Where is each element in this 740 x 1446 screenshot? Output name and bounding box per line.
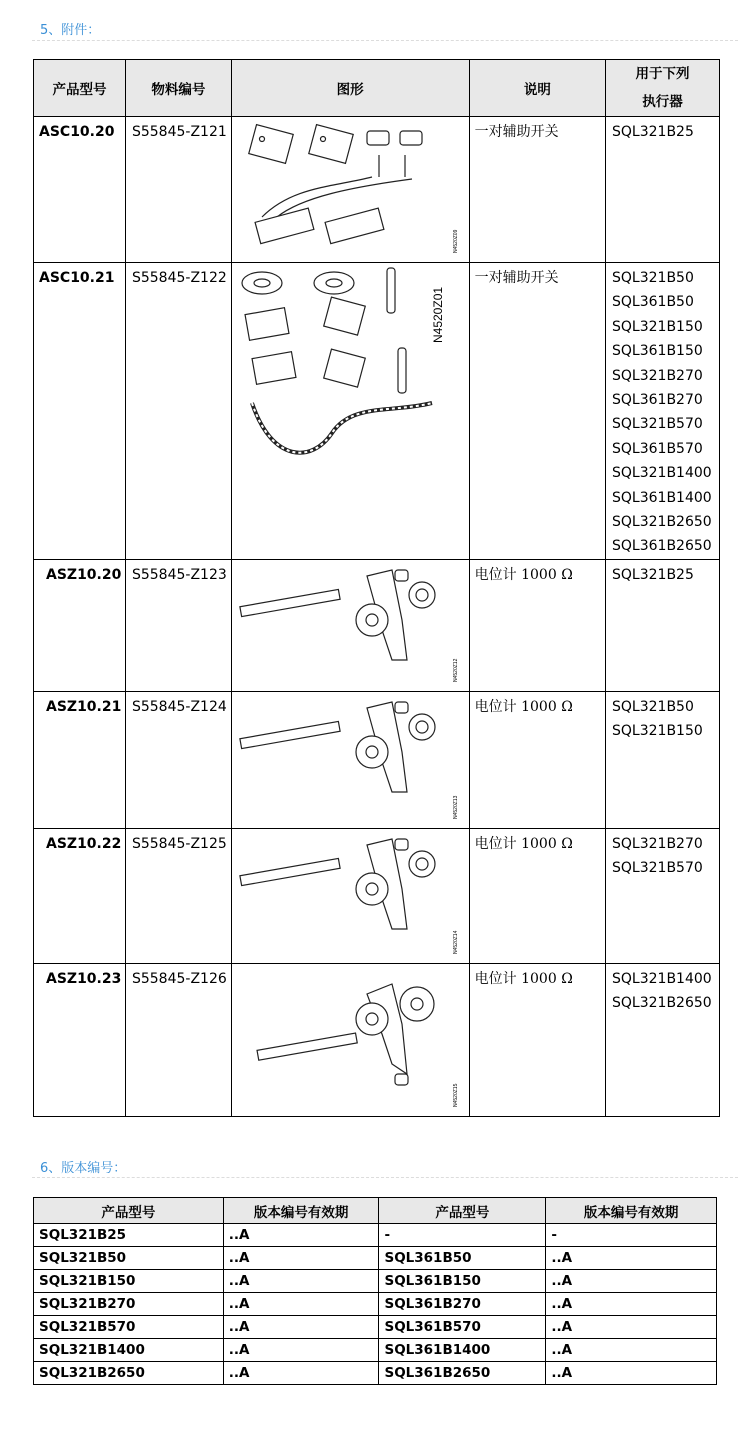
version-row [34,1362,717,1385]
version-header-model-2: 产品型号 [379,1198,546,1224]
accessories-table [33,59,720,1117]
accessory-model: ASZ10.23 [34,963,126,1116]
actuator-item: SQL361B150 [612,343,703,360]
version-model-cell: SQL321B270 [34,1293,224,1316]
accessory-code: S55845-Z122 [125,263,231,560]
accessory-row [34,117,720,263]
actuator-item: SQL321B2650 [612,514,712,531]
version-row [34,1270,717,1293]
accessory-description: 电位计 1000 Ω [469,828,605,963]
accessory-actuators [606,963,720,1116]
actuator-item: SQL361B50 [612,294,694,311]
header-actuator [606,60,720,117]
section-5-title: 5、附件： [40,23,101,38]
version-validity-cell: ..A [223,1247,379,1270]
version-header-model-1: 产品型号 [34,1198,224,1224]
accessory-row [34,559,720,691]
version-row [34,1316,717,1339]
accessory-description: 电位计 1000 Ω [469,691,605,828]
accessory-actuators [606,117,720,263]
header-actuator-line2: 执行器 [642,94,683,110]
accessory-figure [231,559,469,691]
version-validity-cell: ..A [546,1270,717,1293]
accessory-figure [231,691,469,828]
header-model: 产品型号 [34,60,126,117]
version-model-cell: - [379,1224,546,1247]
accessory-code: S55845-Z121 [125,117,231,263]
version-model-cell: SQL321B2650 [34,1362,224,1385]
version-header-validity-1: 版本编号有效期 [223,1198,379,1224]
section-5-divider [32,40,738,41]
actuator-item: SQL321B50 [612,698,694,715]
version-model-cell: SQL321B1400 [34,1339,224,1362]
actuator-item: SQL321B570 [612,860,703,877]
version-validity-cell: ..A [546,1293,717,1316]
accessory-drawing [232,964,468,1115]
accessory-model: ASC10.21 [34,263,126,560]
actuator-item: SQL321B50 [612,270,694,286]
accessory-actuators [606,559,720,691]
accessory-drawing [232,692,468,827]
actuator-item: SQL321B25 [612,566,694,583]
version-validity-cell: ..A [223,1224,379,1247]
header-figure: 图形 [231,60,469,117]
actuator-item: SQL321B1400 [612,465,712,482]
actuator-item: SQL361B570 [612,440,703,457]
actuator-item: SQL321B270 [612,367,703,384]
actuator-item: SQL321B25 [612,124,694,140]
figure-code-label: N4520Z15 [452,1083,459,1107]
accessories-header-row [34,60,720,117]
figure-code-label: N4520Z09 [452,229,459,253]
accessory-figure [231,263,469,560]
accessory-actuators [606,828,720,963]
version-validity-cell: ..A [546,1339,717,1362]
actuator-item: SQL321B270 [612,835,703,852]
header-actuator-line1: 用于下列 [635,66,690,82]
figure-code-label: N4520Z01 [430,286,445,343]
version-model-cell: SQL321B570 [34,1316,224,1339]
version-model-cell: SQL321B25 [34,1224,224,1247]
accessory-figure [231,117,469,263]
accessory-description: 一对辅助开关 [469,263,605,560]
version-validity-cell: ..A [546,1316,717,1339]
actuator-item: SQL321B1400 [612,970,712,987]
accessory-code: S55845-Z125 [125,828,231,963]
accessory-figure [231,828,469,963]
version-model-cell: SQL361B2650 [379,1362,546,1385]
version-header-validity-2: 版本编号有效期 [546,1198,717,1224]
accessory-row [34,963,720,1116]
actuator-item: SQL321B150 [612,723,703,740]
version-validity-cell: ..A [546,1362,717,1385]
version-row [34,1339,717,1362]
accessory-drawing [232,117,468,261]
accessory-row [34,263,720,560]
accessory-code: S55845-Z123 [125,559,231,691]
section-6-title: 6、版本编号： [40,1161,127,1176]
header-code: 物料编号 [125,60,231,117]
accessory-actuators [606,691,720,828]
section-6-divider [32,1177,738,1178]
version-model-cell: SQL361B50 [379,1247,546,1270]
accessory-description: 电位计 1000 Ω [469,559,605,691]
figure-code-label: N4520Z14 [452,930,459,954]
accessory-actuators [606,263,720,560]
accessory-model: ASZ10.20 [34,559,126,691]
version-validity-cell: ..A [223,1293,379,1316]
accessory-drawing [232,829,468,962]
version-header-row [34,1198,717,1224]
accessory-code: S55845-Z124 [125,691,231,828]
accessory-description: 电位计 1000 Ω [469,963,605,1116]
version-model-cell: SQL321B50 [34,1247,224,1270]
actuator-item: SQL321B570 [612,416,703,433]
version-row [34,1247,717,1270]
version-row [34,1293,717,1316]
version-validity-cell: ..A [546,1247,717,1270]
version-validity-cell: ..A [223,1270,379,1293]
header-desc: 说明 [469,60,605,117]
version-table [33,1197,717,1385]
version-validity-cell: ..A [223,1362,379,1385]
version-row [34,1224,717,1247]
actuator-item: SQL361B2650 [612,538,712,555]
accessory-drawing [232,263,468,555]
version-model-cell: SQL361B1400 [379,1339,546,1362]
actuator-item: SQL321B150 [612,318,703,335]
version-model-cell: SQL361B150 [379,1270,546,1293]
accessory-figure [231,963,469,1116]
version-model-cell: SQL361B270 [379,1293,546,1316]
accessory-model: ASZ10.21 [34,691,126,828]
version-validity-cell: - [546,1224,717,1247]
figure-code-label: N4520Z12 [452,658,459,682]
version-model-cell: SQL361B570 [379,1316,546,1339]
accessory-row [34,828,720,963]
actuator-item: SQL361B270 [612,392,703,409]
actuator-item: SQL361B1400 [612,489,712,506]
accessory-code: S55845-Z126 [125,963,231,1116]
actuator-item: SQL321B2650 [612,995,712,1012]
accessory-row [34,691,720,828]
version-validity-cell: ..A [223,1316,379,1339]
accessory-drawing [232,560,468,690]
accessory-model: ASC10.20 [34,117,126,263]
figure-code-label: N4520Z13 [452,795,459,819]
version-model-cell: SQL321B150 [34,1270,224,1293]
version-validity-cell: ..A [223,1339,379,1362]
accessory-description: 一对辅助开关 [469,117,605,263]
accessory-model: ASZ10.22 [34,828,126,963]
